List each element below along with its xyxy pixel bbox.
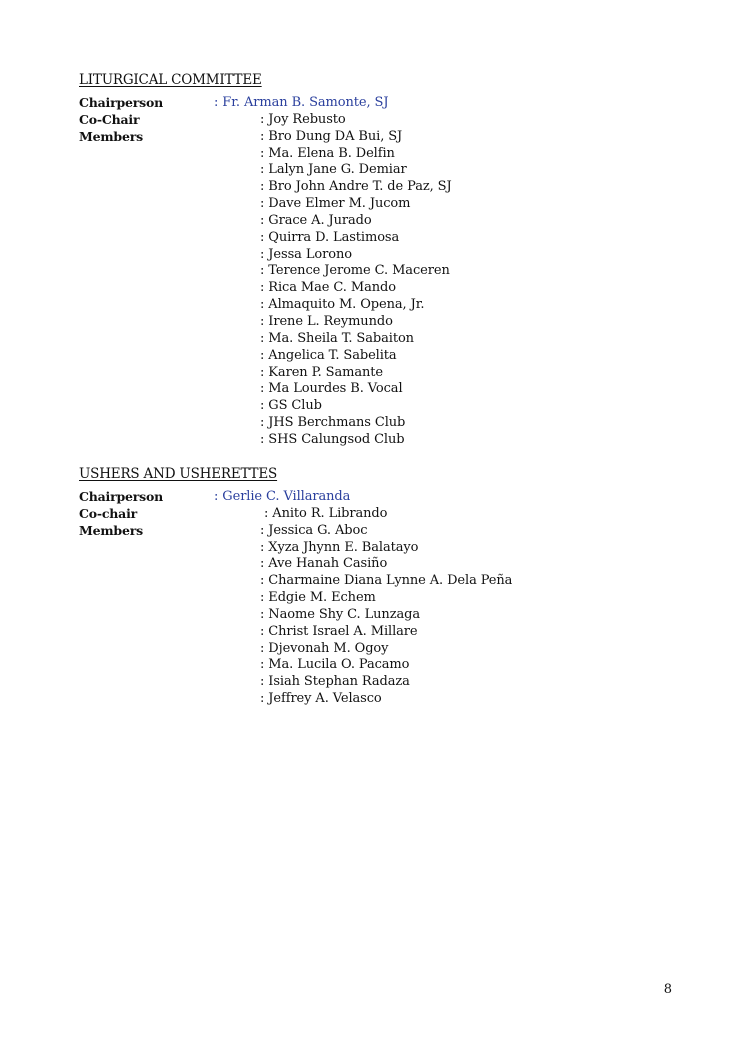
member-name: : Quirra D. Lastimosa xyxy=(260,229,400,245)
member-row xyxy=(79,365,699,382)
member-row xyxy=(79,247,699,264)
member-name: : Edgie M. Echem xyxy=(260,590,376,606)
section-heading: USHERS AND USHERETTES xyxy=(79,466,278,482)
members-row xyxy=(79,129,699,146)
member-row xyxy=(79,607,699,624)
member-row xyxy=(79,674,699,691)
member-name: : Ma Lourdes B. Vocal xyxy=(260,381,403,397)
liturgical-committee-section xyxy=(79,71,699,449)
members-label: Members xyxy=(79,522,143,538)
member-row xyxy=(79,179,699,196)
chairperson-row xyxy=(79,95,699,112)
member-row xyxy=(79,624,699,641)
member-row xyxy=(79,432,699,449)
page-number: 8 xyxy=(663,982,672,997)
member-row xyxy=(79,280,699,297)
member-name: : Jessica G. Aboc xyxy=(260,522,368,538)
section-heading: LITURGICAL COMMITTEE xyxy=(79,72,262,88)
chairperson-value: : Fr. Arman B. Samonte, SJ xyxy=(214,95,389,110)
member-name: : Ma. Elena B. Delfin xyxy=(260,145,395,161)
member-name: : Lalyn Jane G. Demiar xyxy=(260,162,407,178)
member-row xyxy=(79,573,699,590)
member-name: : Xyza Jhynn E. Balatayo xyxy=(260,539,419,555)
cochair-row xyxy=(79,112,699,129)
member-row xyxy=(79,331,699,348)
member-row xyxy=(79,263,699,280)
cochair-label: Co-chair xyxy=(79,505,138,521)
member-name: : Djevonah M. Ogoy xyxy=(260,640,389,656)
member-name: : Ma. Sheila T. Sabaiton xyxy=(260,330,414,346)
member-name: : Jessa Lorono xyxy=(260,246,352,262)
member-name: : GS Club xyxy=(260,398,322,414)
member-row xyxy=(79,657,699,674)
member-name: : Bro Dung DA Bui, SJ xyxy=(260,128,403,144)
member-row xyxy=(79,196,699,213)
member-row xyxy=(79,230,699,247)
member-name: : Isiah Stephan Radaza xyxy=(260,674,410,690)
member-name: : JHS Berchmans Club xyxy=(260,415,406,431)
member-name: : Rica Mae C. Mando xyxy=(260,280,396,296)
member-name: : SHS Calungsod Club xyxy=(260,431,405,447)
cochair-label: Co-Chair xyxy=(79,111,140,127)
member-name: : Almaquito M. Opena, Jr. xyxy=(260,297,425,313)
member-name: : Christ Israel A. Millare xyxy=(260,623,418,639)
member-row xyxy=(79,398,699,415)
ushers-section xyxy=(79,465,699,708)
member-row xyxy=(79,381,699,398)
member-name: : Angelica T. Sabelita xyxy=(260,347,397,363)
member-name: : Naome Shy C. Lunzaga xyxy=(260,606,420,622)
chairperson-label: Chairperson xyxy=(79,95,164,110)
member-row xyxy=(79,641,699,658)
member-name: : Ma. Lucila O. Pacamo xyxy=(260,657,410,673)
member-name: : Jeffrey A. Velasco xyxy=(260,691,382,707)
cochair-value: : Joy Rebusto xyxy=(260,111,346,127)
member-name: : Grace A. Jurado xyxy=(260,212,372,228)
member-name: : Terence Jerome C. Maceren xyxy=(260,263,450,279)
member-row xyxy=(79,297,699,314)
members-row xyxy=(79,523,699,540)
member-row xyxy=(79,348,699,365)
cochair-row xyxy=(79,506,699,523)
chairperson-value: : Gerlie C. Villaranda xyxy=(214,489,351,504)
member-row xyxy=(79,556,699,573)
member-row xyxy=(79,146,699,163)
members-label: Members xyxy=(79,128,143,144)
chairperson-label: Chairperson xyxy=(79,489,164,504)
member-row xyxy=(79,540,699,557)
member-name: : Irene L. Reymundo xyxy=(260,313,393,329)
member-name: : Dave Elmer M. Jucom xyxy=(260,196,411,212)
cochair-value: : Anito R. Librando xyxy=(264,505,388,521)
member-row xyxy=(79,213,699,230)
member-name: : Bro John Andre T. de Paz, SJ xyxy=(260,179,452,195)
chairperson-row xyxy=(79,489,699,506)
member-name: : Charmaine Diana Lynne A. Dela Peña xyxy=(260,573,513,589)
member-row xyxy=(79,691,699,708)
member-name: : Ave Hanah Casiño xyxy=(260,556,388,572)
member-row xyxy=(79,162,699,179)
member-row xyxy=(79,314,699,331)
member-row xyxy=(79,415,699,432)
member-row xyxy=(79,590,699,607)
member-name: : Karen P. Samante xyxy=(260,364,383,380)
